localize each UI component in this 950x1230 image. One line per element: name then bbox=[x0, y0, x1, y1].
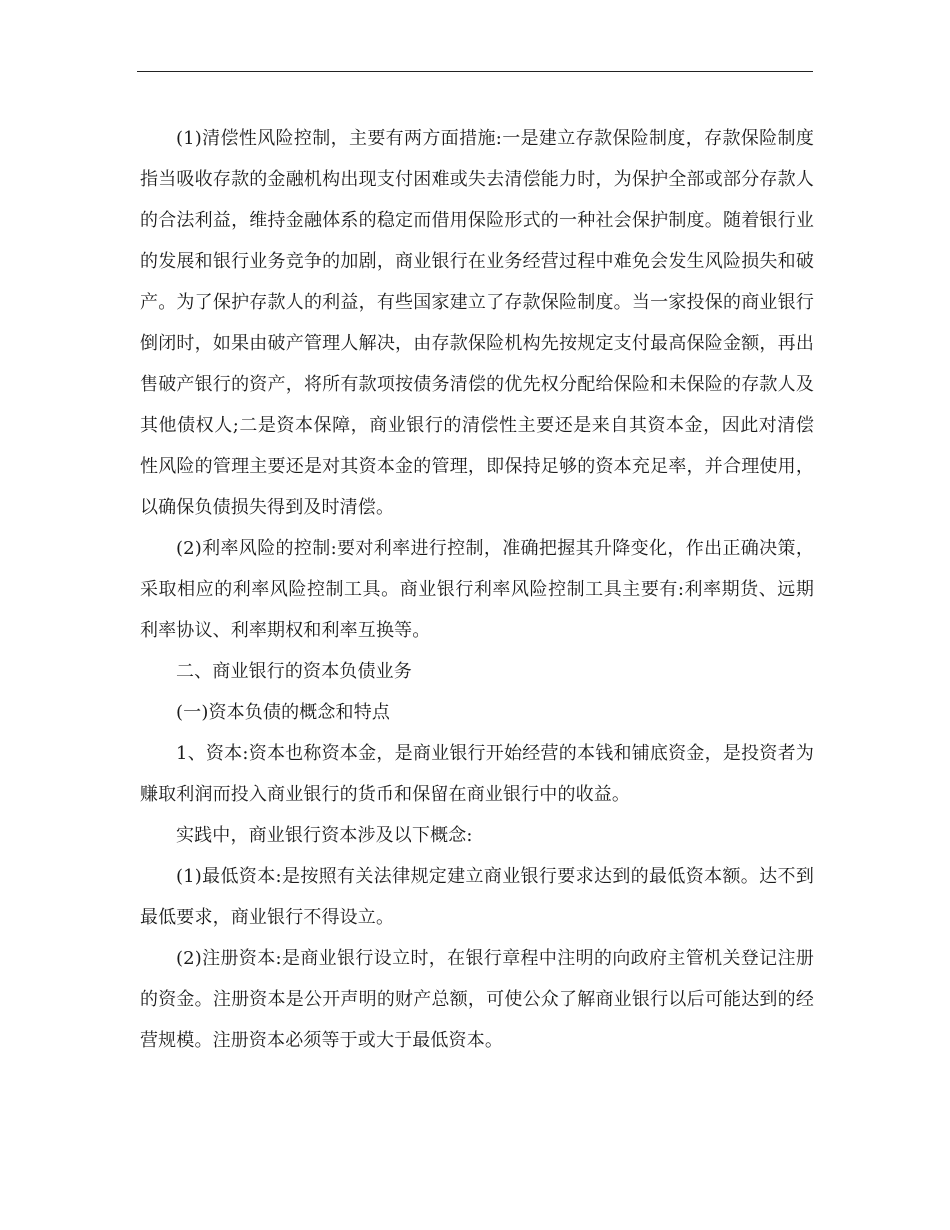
paragraph-solvency-risk-control: (1)清偿性风险控制，主要有两方面措施:一是建立存款保险制度，存款保险制度指当吸收存款的金融机构出现支付困难或失去清偿能力时，为保护全部或部分存款人的合法利益，维持金融体系的稳定而借用保险形式的一种社会保护制度。随着银行业的发展和银行业务竞争的加剧，商业银行在业务经营过程中难免会发生风险损失和破产。为了保护存款人的利益，有些国家建立了存款保险制度。当一家投保的商业银行倒闭时，如果由破产管理人解决，由存款保险机构先按规定支付最高保险金额，再出售破产银行的资产，将所有款项按债务清偿的优先权分配给保险和未保险的存款人及其他债权人;二是资本保障，商业银行的清偿性主要还是来自其资本金，因此对清偿性风险的管理主要还是对其资本金的管理，即保持足够的资本充足率，并合理使用，以确保负债损失得到及时清偿。 bbox=[140, 128, 814, 518]
paragraph-interest-rate-risk-control: (2)利率风险的控制:要对利率进行控制，准确把握其升降变化，作出正确决策，采取相应的利率风险控制工具。商业银行利率风险控制工具主要有:利率期货、远期利率协议、利率期权和利率互换等。 bbox=[140, 538, 814, 641]
subsection-heading-concepts: (一)资本负债的概念和特点 bbox=[176, 702, 390, 723]
paragraph-practice-intro: 实践中，商业银行资本涉及以下概念: bbox=[176, 825, 473, 846]
document-body bbox=[140, 118, 814, 1061]
paragraph-capital-definition: 1、资本:资本也称资本金，是商业银行开始经营的本钱和铺底资金，是投资者为赚取利润而投入商业银行的货币和保留在商业银行中的收益。 bbox=[140, 743, 814, 805]
paragraph-registered-capital: (2)注册资本:是商业银行设立时，在银行章程中注明的向政府主管机关登记注册的资金。注册资本是公开声明的财产总额，可使公众了解商业银行以后可能达到的经营规模。注册资本必须等于或大于最低资本。 bbox=[140, 948, 814, 1051]
header-rule bbox=[137, 71, 813, 72]
section-heading-capital-liability: 二、商业银行的资本负债业务 bbox=[176, 661, 412, 682]
paragraph-minimum-capital: (1)最低资本:是按照有关法律规定建立商业银行要求达到的最低资本额。达不到最低要求，商业银行不得设立。 bbox=[140, 866, 814, 928]
